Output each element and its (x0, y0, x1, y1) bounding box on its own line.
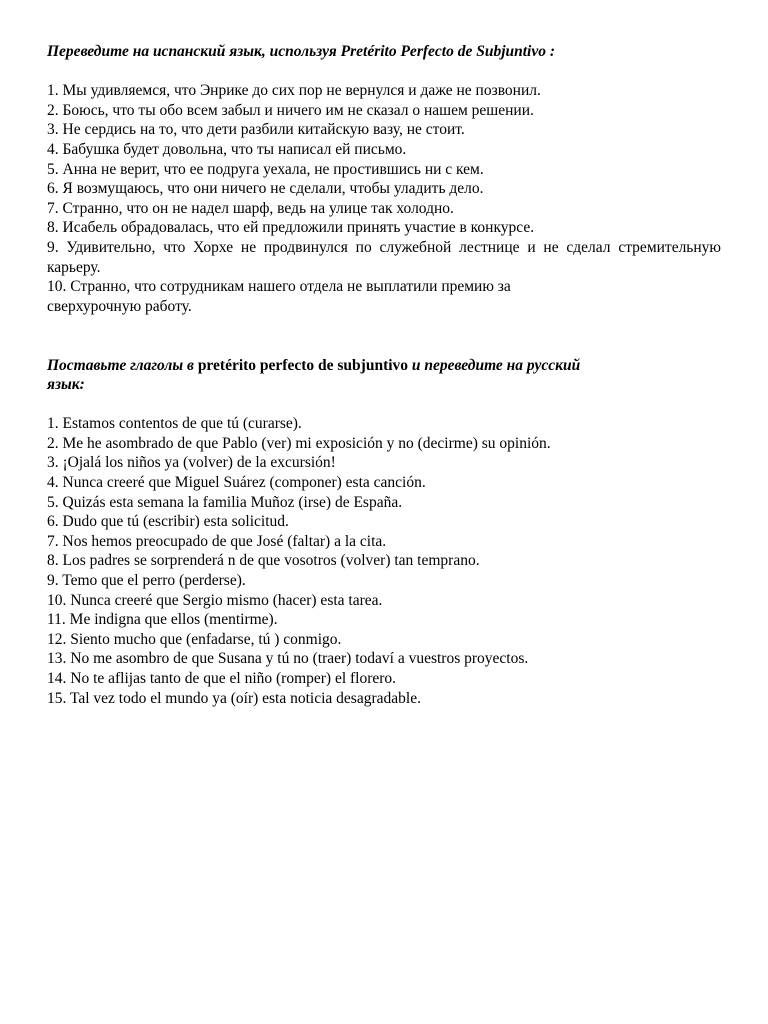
list-item: 1. Мы удивляемся, что Энрике до сих пор не вернулся и даже не позвонил. (47, 82, 541, 100)
section2-heading-part3: и переведите на русский (408, 356, 581, 374)
list-item: 12. Siento mucho que (enfadarse, tú ) conmigo. (47, 630, 342, 648)
list-item: 4. Бабушка будет довольна, что ты написал ей письмо. (47, 140, 407, 158)
list-item: 6. Dudo que tú (escribir) esta solicitud. (47, 513, 289, 531)
list-item-line: сверхурочную работу. (47, 297, 192, 315)
section2-heading (47, 356, 721, 395)
list-item: 1. Estamos contentos de que tú (curarse). (47, 415, 302, 433)
spacer (47, 395, 721, 415)
section2-heading-part4: язык: (47, 376, 85, 394)
section2-heading-part1: Поставьте глаголы в (47, 356, 198, 374)
list-item: 14. No te aflijas tanto de que el niño (romper) el florero. (47, 670, 397, 687)
list-item-10 (47, 277, 721, 316)
list-item: 2. Me he asombrado de que Pablo (ver) mi exposición y no (decirme) su opinión. (47, 434, 551, 452)
section2-heading-part2: pretérito perfecto de subjuntivo (197, 356, 409, 374)
list-item-line: 10. Странно, что сотрудникам нашего отдела не выплатили премию за (47, 278, 511, 296)
section1-list (47, 81, 721, 316)
list-item: 7. Nos hemos preocupado de que José (faltar) a la cita. (47, 532, 387, 550)
list-item: 2. Боюсь, что ты обо всем забыл и ничего им не сказал о нашем решении. (47, 101, 534, 119)
list-item: 3. Не сердись на то, что дети разбили китайскую вазу, не стоит. (47, 121, 465, 139)
list-item: 8. Los padres se sorprenderá n de que vosotros (volver) tan temprano. (47, 552, 480, 570)
list-item: 9. Удивительно, что Хорхе не продвинулся по служебной лестнице и не сделал стремительную карьеру. (47, 238, 721, 276)
list-item: 7. Странно, что он не надел шарф, ведь на улице так холодно. (47, 199, 454, 217)
list-item: 13. No me asombro de que Susana y tú no (traer) todaví a vuestros proyectos. (47, 650, 529, 668)
spacer (47, 316, 721, 355)
list-item: 3. ¡Ojalá los niños ya (volver) de la excursión! (47, 454, 336, 472)
spacer (47, 62, 721, 82)
list-item: 11. Me indigna que ellos (mentirme). (47, 611, 278, 629)
list-item: 5. Quizás esta semana la familia Muñoz (irse) de España. (47, 493, 403, 511)
section1-heading: Переведите на испанский язык, используя Pretérito Perfecto de Subjuntivo : (47, 43, 556, 60)
list-item: 15. Tal vez todo el mundo ya (oír) esta noticia desagradable. (47, 689, 421, 707)
list-item: 6. Я возмущаюсь, что они ничего не сделали, чтобы уладить дело. (47, 180, 484, 198)
list-item: 10. Nunca creeré que Sergio mismo (hacer) esta tarea. (47, 591, 383, 609)
list-item: 9. Temo que el perro (perderse). (47, 572, 246, 590)
list-item: 4. Nunca creeré que Miguel Suárez (componer) esta canción. (47, 474, 426, 492)
list-item: 8. Исабель обрадовалась, что ей предложили принять участие в конкурсе. (47, 219, 535, 237)
section2-list (47, 414, 721, 708)
document-page (47, 42, 721, 708)
list-item: 5. Анна не верит, что ее подруга уехала, не простившись ни с кем. (47, 160, 484, 178)
